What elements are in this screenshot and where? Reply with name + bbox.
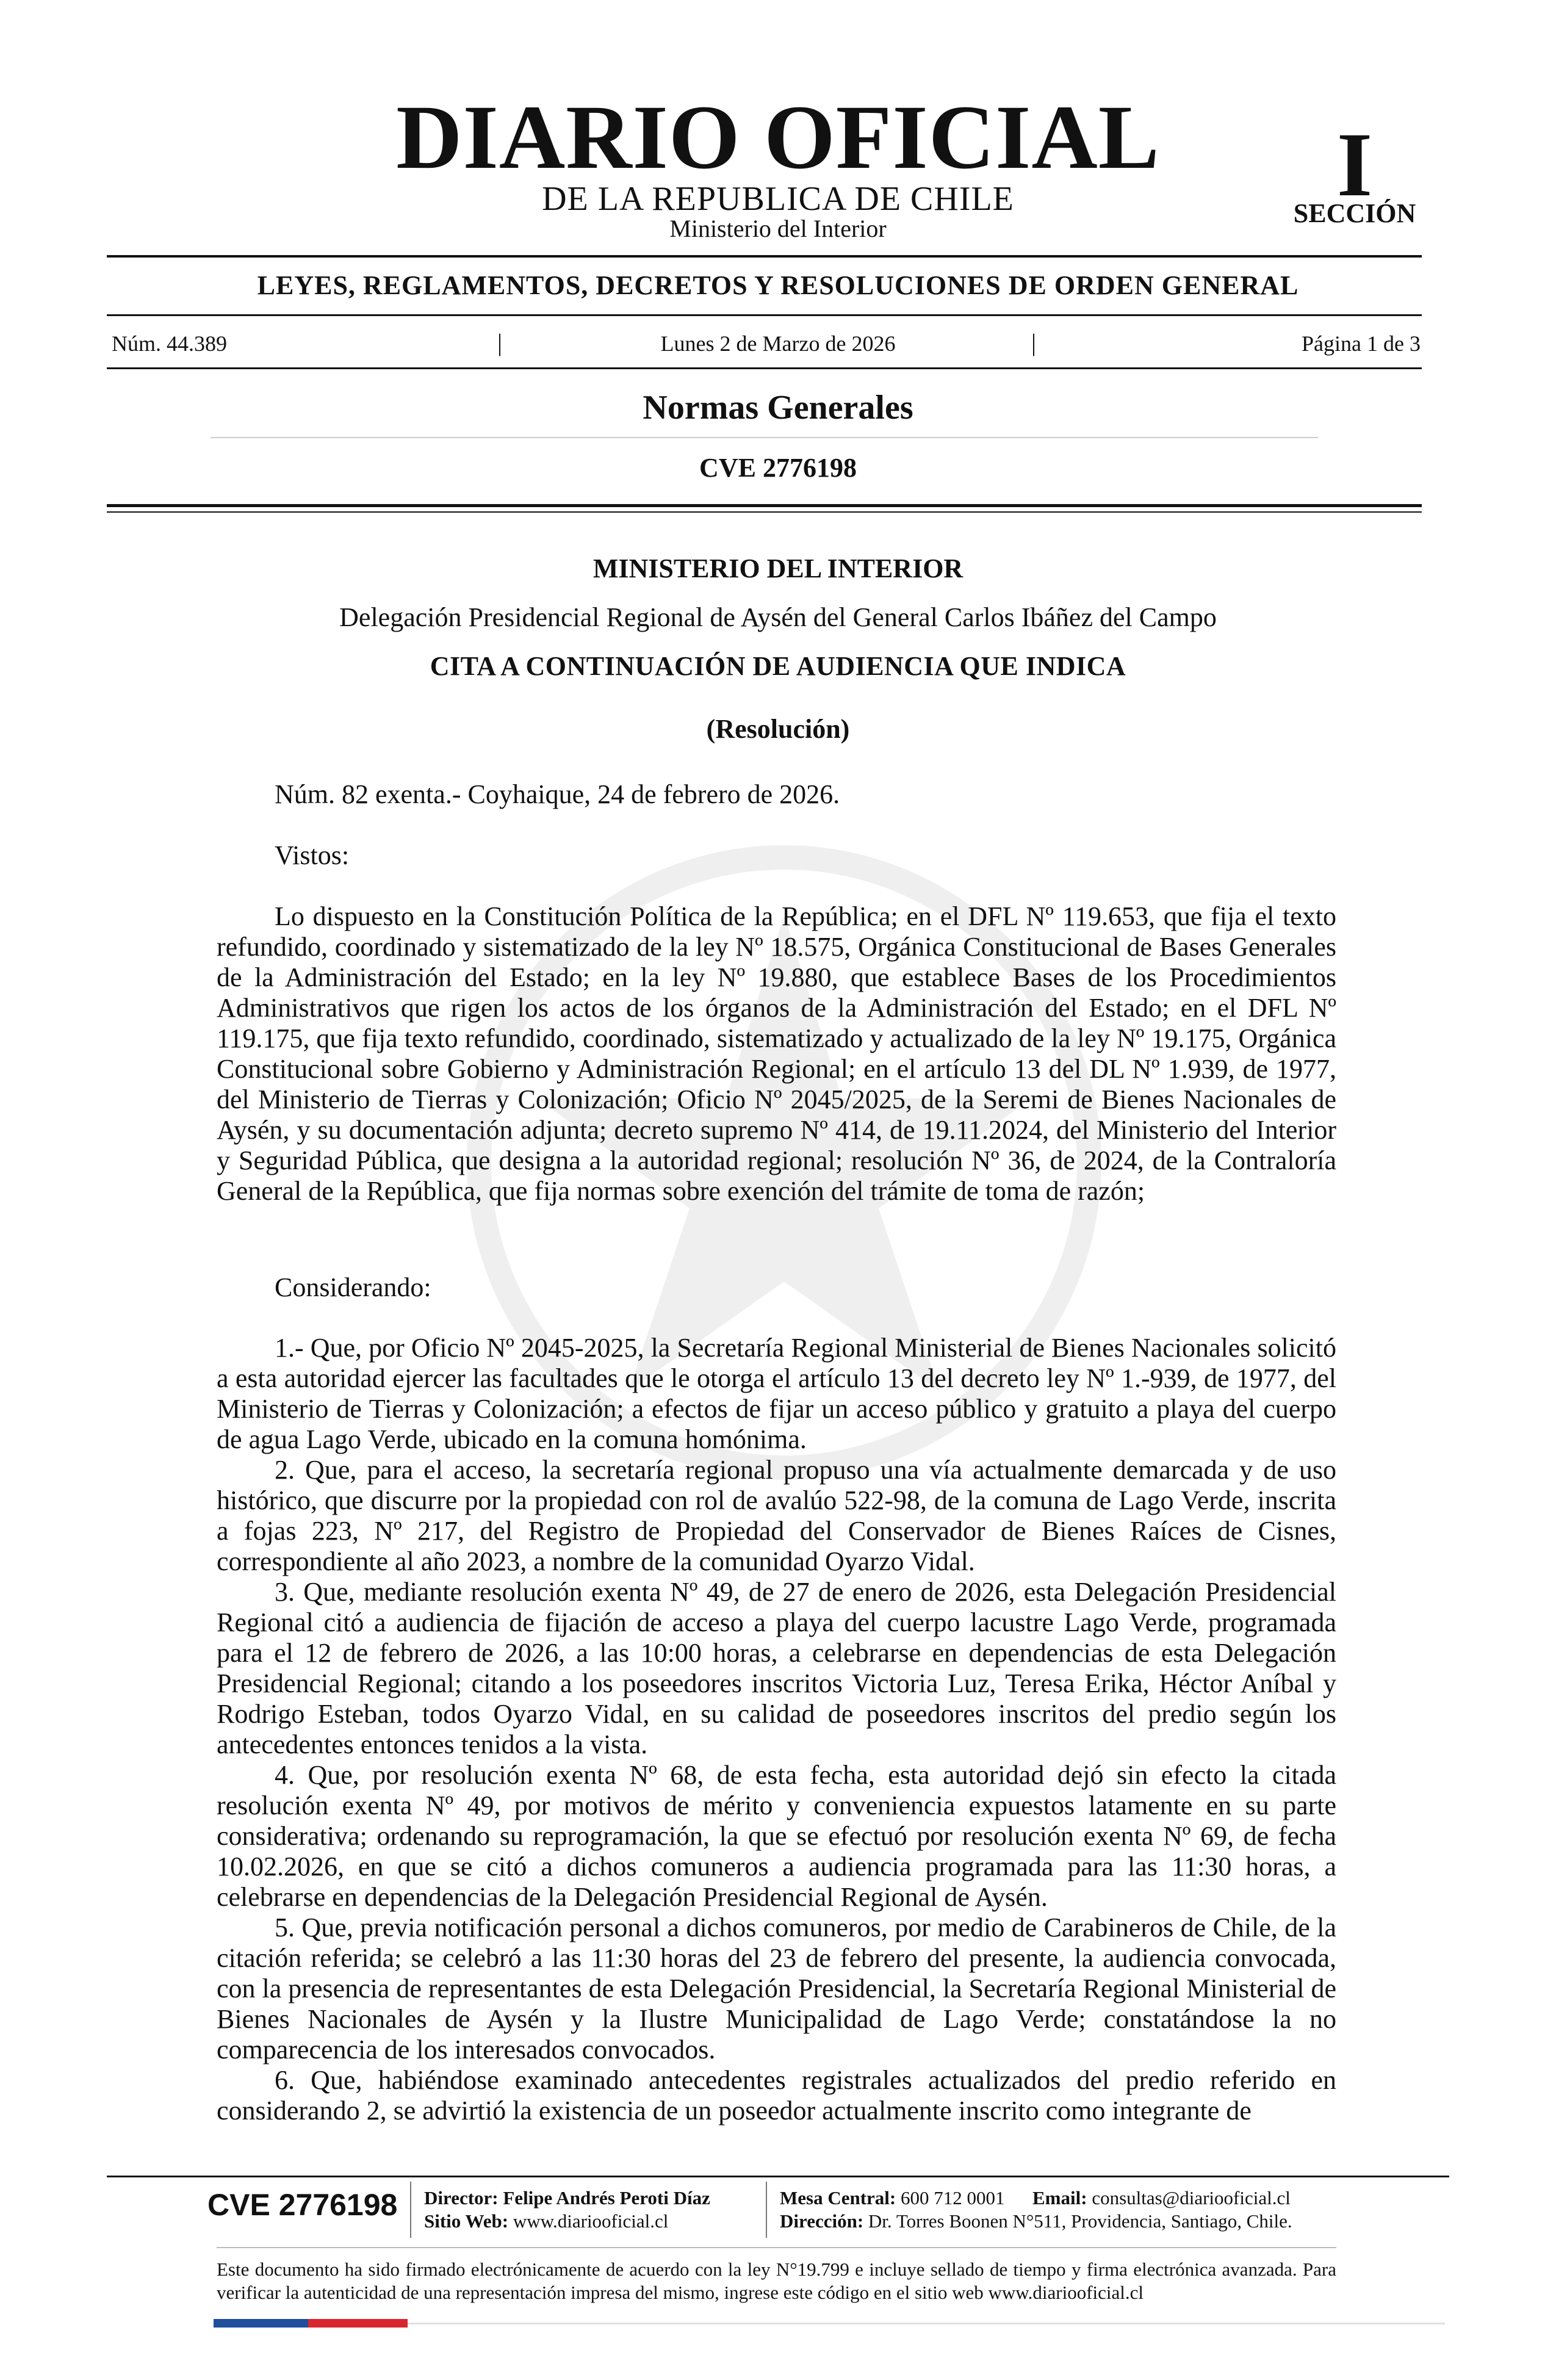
footer-mesa-central — [780, 2187, 1291, 2210]
header-rule-double-2 — [107, 511, 1422, 513]
header-rule-mid — [107, 314, 1422, 316]
flag-bar-blue — [214, 2319, 308, 2328]
address-label: Dirección: — [780, 2210, 864, 2232]
mesa-label: Mesa Central: — [780, 2187, 896, 2209]
issue-date: Lunes 2 de Marzo de 2026 — [660, 331, 896, 356]
considerando-paragraph: 6. Que, habiéndose examinado antecedentes registrales actualizados del predio referido en considerando 2, se advirtió la existencia de un poseedor actualmente inscrito como integrante de — [217, 2065, 1336, 2126]
header-rule-double-1 — [107, 504, 1422, 507]
flag-bar-red — [308, 2319, 408, 2328]
flag-bar-line — [408, 2323, 1445, 2324]
considerando-paragraph: 5. Que, previa notificación personal a dichos comuneros, por medio de Carabineros de Chile, de la citación referida; se celebró a las 11:30 horas del 23 de febrero del presente, la audiencia convocada, con la presencia de representantes de esta Delegación Presidencial, la Secretaría Regional Ministerial de Bienes Nacionales de Aysén y la Ilustre Municipalidad de Lago Verde; constatándose la no comparecencia de los interesados convocados. — [217, 1913, 1336, 2064]
considerando-paragraph: 2. Que, para el acceso, la secretaría regional propuso una vía actualmente demarcada y de uso histórico, que discurre por la propiedad con rol de avalúo 522-98, de la comuna de Lago Verde, inscrita a fojas 223, Nº 217, del Registro de Propiedad del Conservador de Bienes Raíces de Cisnes, correspondiente al año 2023, a nombre de la comunidad Oyarzo Vidal. — [217, 1455, 1336, 1576]
category-heading: Normas Generales — [643, 389, 913, 427]
info-separator: | — [497, 329, 503, 356]
mesa-phone: 600 712 0001 — [901, 2187, 1005, 2209]
director-name: Felipe Andrés Peroti Díaz — [503, 2187, 710, 2209]
considerando-paragraph: 1.- Que, por Oficio Nº 2045-2025, la Secretaría Regional Ministerial de Bienes Nacionales solicitó a esta autoridad ejercer las facultades que le otorga el artículo 13 del decreto ley Nº 1.-939, de 1977, del Ministerio de Tierras y Colonización; a efectos de fijar un acceso público y gratuito a playa del cuerpo de agua Lago Verde, ubicado en la comuna homónima. — [217, 1333, 1336, 1454]
director-label: Director: — [424, 2187, 499, 2209]
footer-address — [780, 2210, 1292, 2233]
considerando-label: Considerando: — [275, 1272, 431, 1302]
header-rule-top — [107, 255, 1422, 258]
document-ministry: MINISTERIO DEL INTERIOR — [593, 554, 963, 583]
footer-cve-code: CVE 2776198 — [207, 2188, 398, 2222]
masthead-subtitle: DE LA REPUBLICA DE CHILE — [542, 180, 1014, 218]
footer-rule-bottom — [217, 2247, 1336, 2248]
masthead-ministry: Ministerio del Interior — [669, 215, 887, 242]
email-link[interactable]: consultas@diariooficial.cl — [1092, 2187, 1291, 2209]
info-separator: | — [1031, 329, 1037, 356]
document-kind: (Resolución) — [706, 714, 850, 744]
masthead-title: DIARIO OFICIAL — [396, 87, 1160, 188]
footer-rule-top — [107, 2176, 1449, 2177]
issue-number: Núm. 44.389 — [112, 331, 227, 356]
footer-director — [424, 2187, 710, 2210]
footer-website — [424, 2210, 668, 2233]
section-number: I — [1336, 114, 1373, 215]
considerando-paragraph: 4. Que, por resolución exenta Nº 68, de esta fecha, esta autoridad dejó sin efecto la citada resolución exenta Nº 49, por motivos de mérito y conveniencia expuestos latamente en su parte considerativa; ordenando su reprogramación, la que se efectuó por resolución exenta Nº 69, de fecha 10.02.2026, en que se citó a dichos comuneros a audiencia programada para las 11:30 horas, a celebrarse en dependencias de la Delegación Presidencial Regional de Aysén. — [217, 1760, 1336, 1912]
resolution-number-line: Núm. 82 exenta.- Coyhaique, 24 de febrero de 2026. — [275, 779, 840, 809]
footer-divider — [766, 2182, 767, 2238]
document-title: CITA A CONTINUACIÓN DE AUDIENCIA QUE INDICA — [430, 651, 1126, 681]
header-rule-info — [107, 367, 1422, 369]
document-delegation: Delegación Presidencial Regional de Aysén del General Carlos Ibáñez del Campo — [339, 602, 1217, 632]
page-indicator: Página 1 de 3 — [1302, 331, 1421, 356]
cve-code: CVE 2776198 — [699, 453, 857, 483]
category-rule — [211, 437, 1318, 438]
address-text: Dr. Torres Boonen N°511, Providencia, Santiago, Chile. — [868, 2210, 1292, 2232]
banner-subtitle: LEYES, REGLAMENTOS, DECRETOS Y RESOLUCIONES DE ORDEN GENERAL — [257, 270, 1299, 300]
footer-legal-note: Este documento ha sido firmado electrónicamente de acuerdo con la ley N°19.799 e incluye sellado de tiempo y firma electrónica avanzada. Para verificar la autenticidad de una representación impresa del mismo, ingrese este código en el sitio web www.diariooficial.cl — [217, 2259, 1336, 2303]
website-link[interactable]: www.diariooficial.cl — [513, 2210, 669, 2232]
section-label: SECCIÓN — [1293, 198, 1416, 228]
email-label: Email: — [1032, 2187, 1087, 2209]
vistos-label: Vistos: — [275, 840, 350, 870]
footer-divider — [410, 2182, 411, 2238]
vistos-paragraph: Lo dispuesto en la Constitución Política de la República; en el DFL Nº 119.653, que fija el texto refundido, coordinado y sistematizado de la ley Nº 18.575, Orgánica Constitucional de Bases Generales de la Administración del Estado; en la ley Nº 19.880, que establece Bases de los Procedimientos Administrativos que rigen los actos de los órganos de la Administración del Estado; en el DFL Nº 119.175, que fija texto refundido, coordinado, sistematizado y actualizado de la ley Nº 19.175, Orgánica Constitucional sobre Gobierno y Administración Regional; en el artículo 13 del DL Nº 1.939, de 1977, del Ministerio de Tierras y Colonización; Oficio Nº 2045/2025, de la Seremi de Bienes Nacionales de Aysén, y su documentación adjunta; decreto supremo Nº 414, de 19.11.2024, del Ministerio del Interior y Seguridad Pública, que designa a la autoridad regional; resolución Nº 36, de 2024, de la Contraloría General de la República, que fija normas sobre exención del trámite de toma de razón; — [217, 901, 1336, 1206]
website-label: Sitio Web: — [424, 2210, 509, 2232]
considerando-paragraph: 3. Que, mediante resolución exenta Nº 49, de 27 de enero de 2026, esta Delegación Presidencial Regional citó a audiencia de fijación de acceso a playa del cuerpo lacustre Lago Verde, programada para el 12 de febrero de 2026, a las 10:00 horas, a celebrarse en dependencias de esta Delegación Presidencial Regional; citando a los poseedores inscritos Victoria Luz, Teresa Erika, Héctor Aníbal y Rodrigo Esteban, todos Oyarzo Vidal, en su calidad de poseedores inscritos del predio según los antecedentes entonces tenidos a la vista. — [217, 1577, 1336, 1759]
